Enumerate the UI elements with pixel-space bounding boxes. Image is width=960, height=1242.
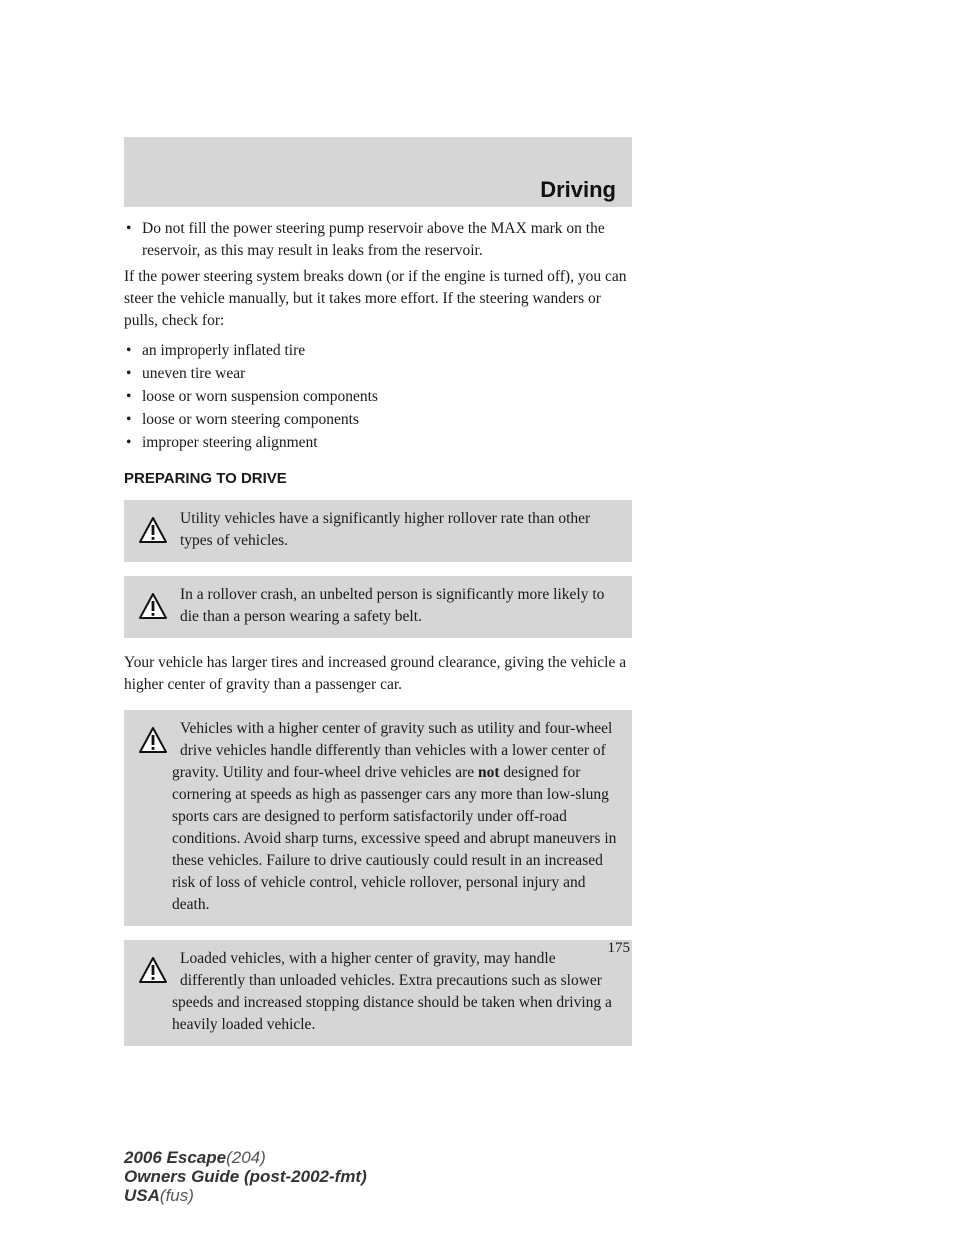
warning-text: Loaded vehicles, with a higher center of gravity, may handle differently than unloaded vehicles. Extra precautions such as slower speeds and increased stopping distance should be taken when driving a heavily loaded vehicle. — [172, 950, 612, 1033]
list-item — [124, 386, 632, 408]
bullet-dot: • — [126, 220, 132, 237]
footer-line — [124, 1186, 367, 1205]
section-header-band — [124, 137, 632, 207]
warning-box — [124, 710, 632, 926]
document-footer — [124, 1148, 367, 1205]
steering-paragraph: If the power steering system breaks down (or if the engine is turned off), you can steer the vehicle manually, but it takes more effort. If the steering wanders or pulls, check for: — [124, 268, 627, 329]
footer-market: USA — [124, 1186, 160, 1205]
warning-triangle-icon — [138, 726, 168, 754]
footer-line — [124, 1148, 367, 1167]
list-item — [124, 409, 632, 431]
warning-text-part: Vehicles with a higher center of gravity such as utility and four-wheel drive vehicles handle differently than vehicles with a lower center of gravity. Utility and four-wheel drive vehicles are — [172, 720, 613, 781]
intro-bullet — [124, 218, 632, 262]
footer-guide: Owners Guide (post-2002-fmt) — [124, 1167, 367, 1186]
list-item — [124, 363, 632, 385]
ground-clearance-paragraph: Your vehicle has larger tires and increased ground clearance, giving the vehicle a higher center of gravity than a passenger car. — [124, 654, 627, 693]
section-heading: PREPARING TO DRIVE — [124, 470, 287, 487]
footer-model: 2006 Escape — [124, 1148, 227, 1167]
warning-triangle-icon — [138, 956, 168, 984]
warning-box — [124, 500, 632, 562]
list-item — [124, 432, 632, 454]
bullet-dot: • — [126, 388, 132, 405]
warning-triangle-icon — [138, 592, 168, 620]
warning-text — [130, 718, 624, 916]
warning-text: Utility vehicles have a significantly higher rollover rate than other types of vehicles. — [180, 510, 591, 549]
page-content — [124, 218, 632, 1060]
bullet-dot: • — [126, 411, 132, 428]
check-list — [124, 340, 632, 454]
list-item-text: uneven tire wear — [142, 365, 246, 382]
footer-model-code: (204) — [226, 1148, 266, 1167]
warning-text: In a rollover crash, an unbelted person is significantly more likely to die than a person wearing a safety belt. — [180, 586, 605, 625]
list-item-text: loose or worn suspension components — [142, 388, 378, 405]
list-item-text: an improperly inflated tire — [142, 342, 306, 359]
bullet-dot: • — [126, 365, 132, 382]
section-title: Driving — [540, 177, 616, 202]
bullet-dot: • — [126, 434, 132, 451]
list-item-text: loose or worn steering components — [142, 411, 359, 428]
footer-market-code: (fus) — [159, 1186, 194, 1205]
warning-text-part: designed for cornering at speeds as high as passenger cars any more than low-slung sports cars are designed to perform satisfactorily under off-road conditions. Avoid sharp turns, excessive speed and abrupt maneuvers in these vehicles. Failure to drive cautiously could result in an increased risk of loss of vehicle control, vehicle rollover, personal injury and death. — [172, 764, 617, 913]
warning-triangle-icon — [138, 516, 168, 544]
list-item-text: improper steering alignment — [142, 434, 318, 451]
page-number: 175 — [607, 940, 630, 956]
warning-box — [124, 576, 632, 638]
warning-box — [124, 940, 632, 1046]
intro-bullet-text: Do not fill the power steering pump reservoir above the MAX mark on the reservoir, as this may result in leaks from the reservoir. — [142, 220, 605, 259]
footer-line — [124, 1167, 367, 1186]
list-item — [124, 340, 632, 362]
bullet-dot: • — [126, 342, 132, 359]
warning-emphasis: not — [478, 764, 500, 781]
